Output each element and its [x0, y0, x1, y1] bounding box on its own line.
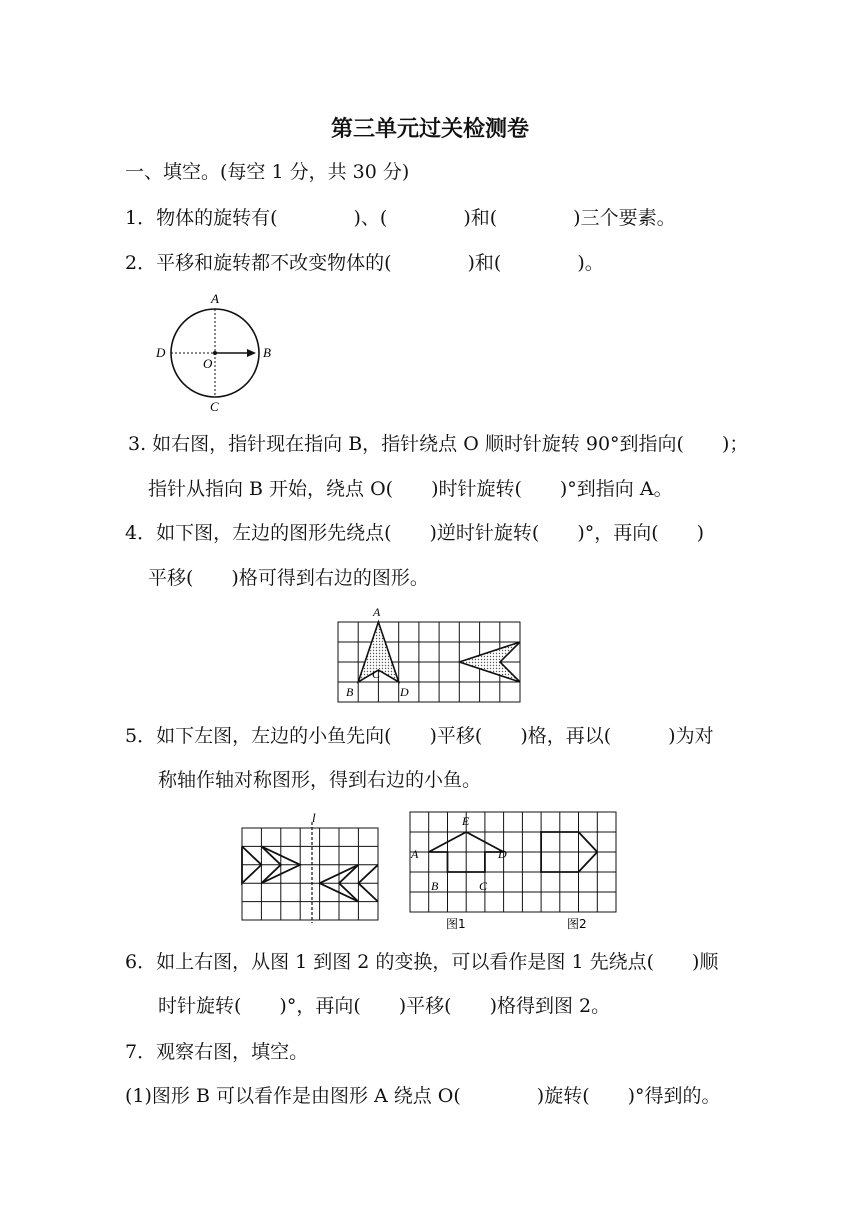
- axis-label: l: [312, 812, 316, 825]
- label-c: C: [210, 399, 219, 414]
- question-3-cont: 指针从指向 B 开始，绕点 O( )时针旋转( )°到指向 A。: [148, 478, 673, 500]
- caption-figure-1: 图1: [446, 917, 466, 931]
- question-3: 3. 如右图，指针现在指向 B，指针绕点 O 顺时针旋转 90°到指向( )；: [128, 433, 749, 455]
- question-2: 2．平移和旋转都不改变物体的( )和( )。: [125, 252, 604, 274]
- label-d: D: [156, 345, 166, 360]
- label-a: A: [411, 847, 419, 861]
- label-b: B: [346, 685, 354, 699]
- question-7: 7．观察右图，填空。: [125, 1041, 309, 1063]
- caption-figure-2: 图2: [567, 917, 587, 931]
- section-heading: 一、填空。(每空 1 分，共 30 分): [125, 161, 410, 183]
- fish-symmetry-figure: [240, 812, 382, 924]
- question-4: 4．如下图，左边的图形先绕点( )逆时针旋转( )°，再向( ): [125, 522, 705, 544]
- question-6-cont: 时针旋转( )°，再向( )平移( )格得到图 2。: [158, 995, 611, 1017]
- label-d: D: [498, 847, 507, 861]
- figure-1-2: [406, 806, 620, 936]
- question-5: 5．如下左图，左边的小鱼先向( )平移( )格，再以( )为对: [125, 725, 714, 747]
- question-6: 6．如上右图，从图 1 到图 2 的变换，可以看作是图 1 先绕点( )顺: [125, 951, 719, 973]
- label-b: B: [263, 345, 271, 360]
- label-d: D: [400, 685, 409, 699]
- label-o: O: [203, 356, 213, 371]
- label-c: C: [372, 667, 381, 681]
- rotation-grid-figure: [330, 604, 530, 706]
- question-1: 1．物体的旋转有( )、( )和( )三个要素。: [125, 207, 676, 229]
- label-c: C: [479, 879, 488, 893]
- label-b: B: [431, 879, 439, 893]
- page-title: 第三单元过关检测卷: [330, 117, 529, 142]
- label-a: A: [373, 605, 381, 619]
- question-5-cont: 称轴作轴对称图形，得到右边的小鱼。: [158, 769, 482, 791]
- question-4-cont: 平移( )格可得到右边的图形。: [148, 567, 429, 589]
- label-a: A: [211, 291, 219, 306]
- question-7-1: (1)图形 B 可以看作是由图形 A 绕点 O( )旋转( )°得到的。: [125, 1085, 721, 1107]
- label-e: E: [462, 814, 470, 828]
- clock-pointer-figure: [150, 290, 280, 416]
